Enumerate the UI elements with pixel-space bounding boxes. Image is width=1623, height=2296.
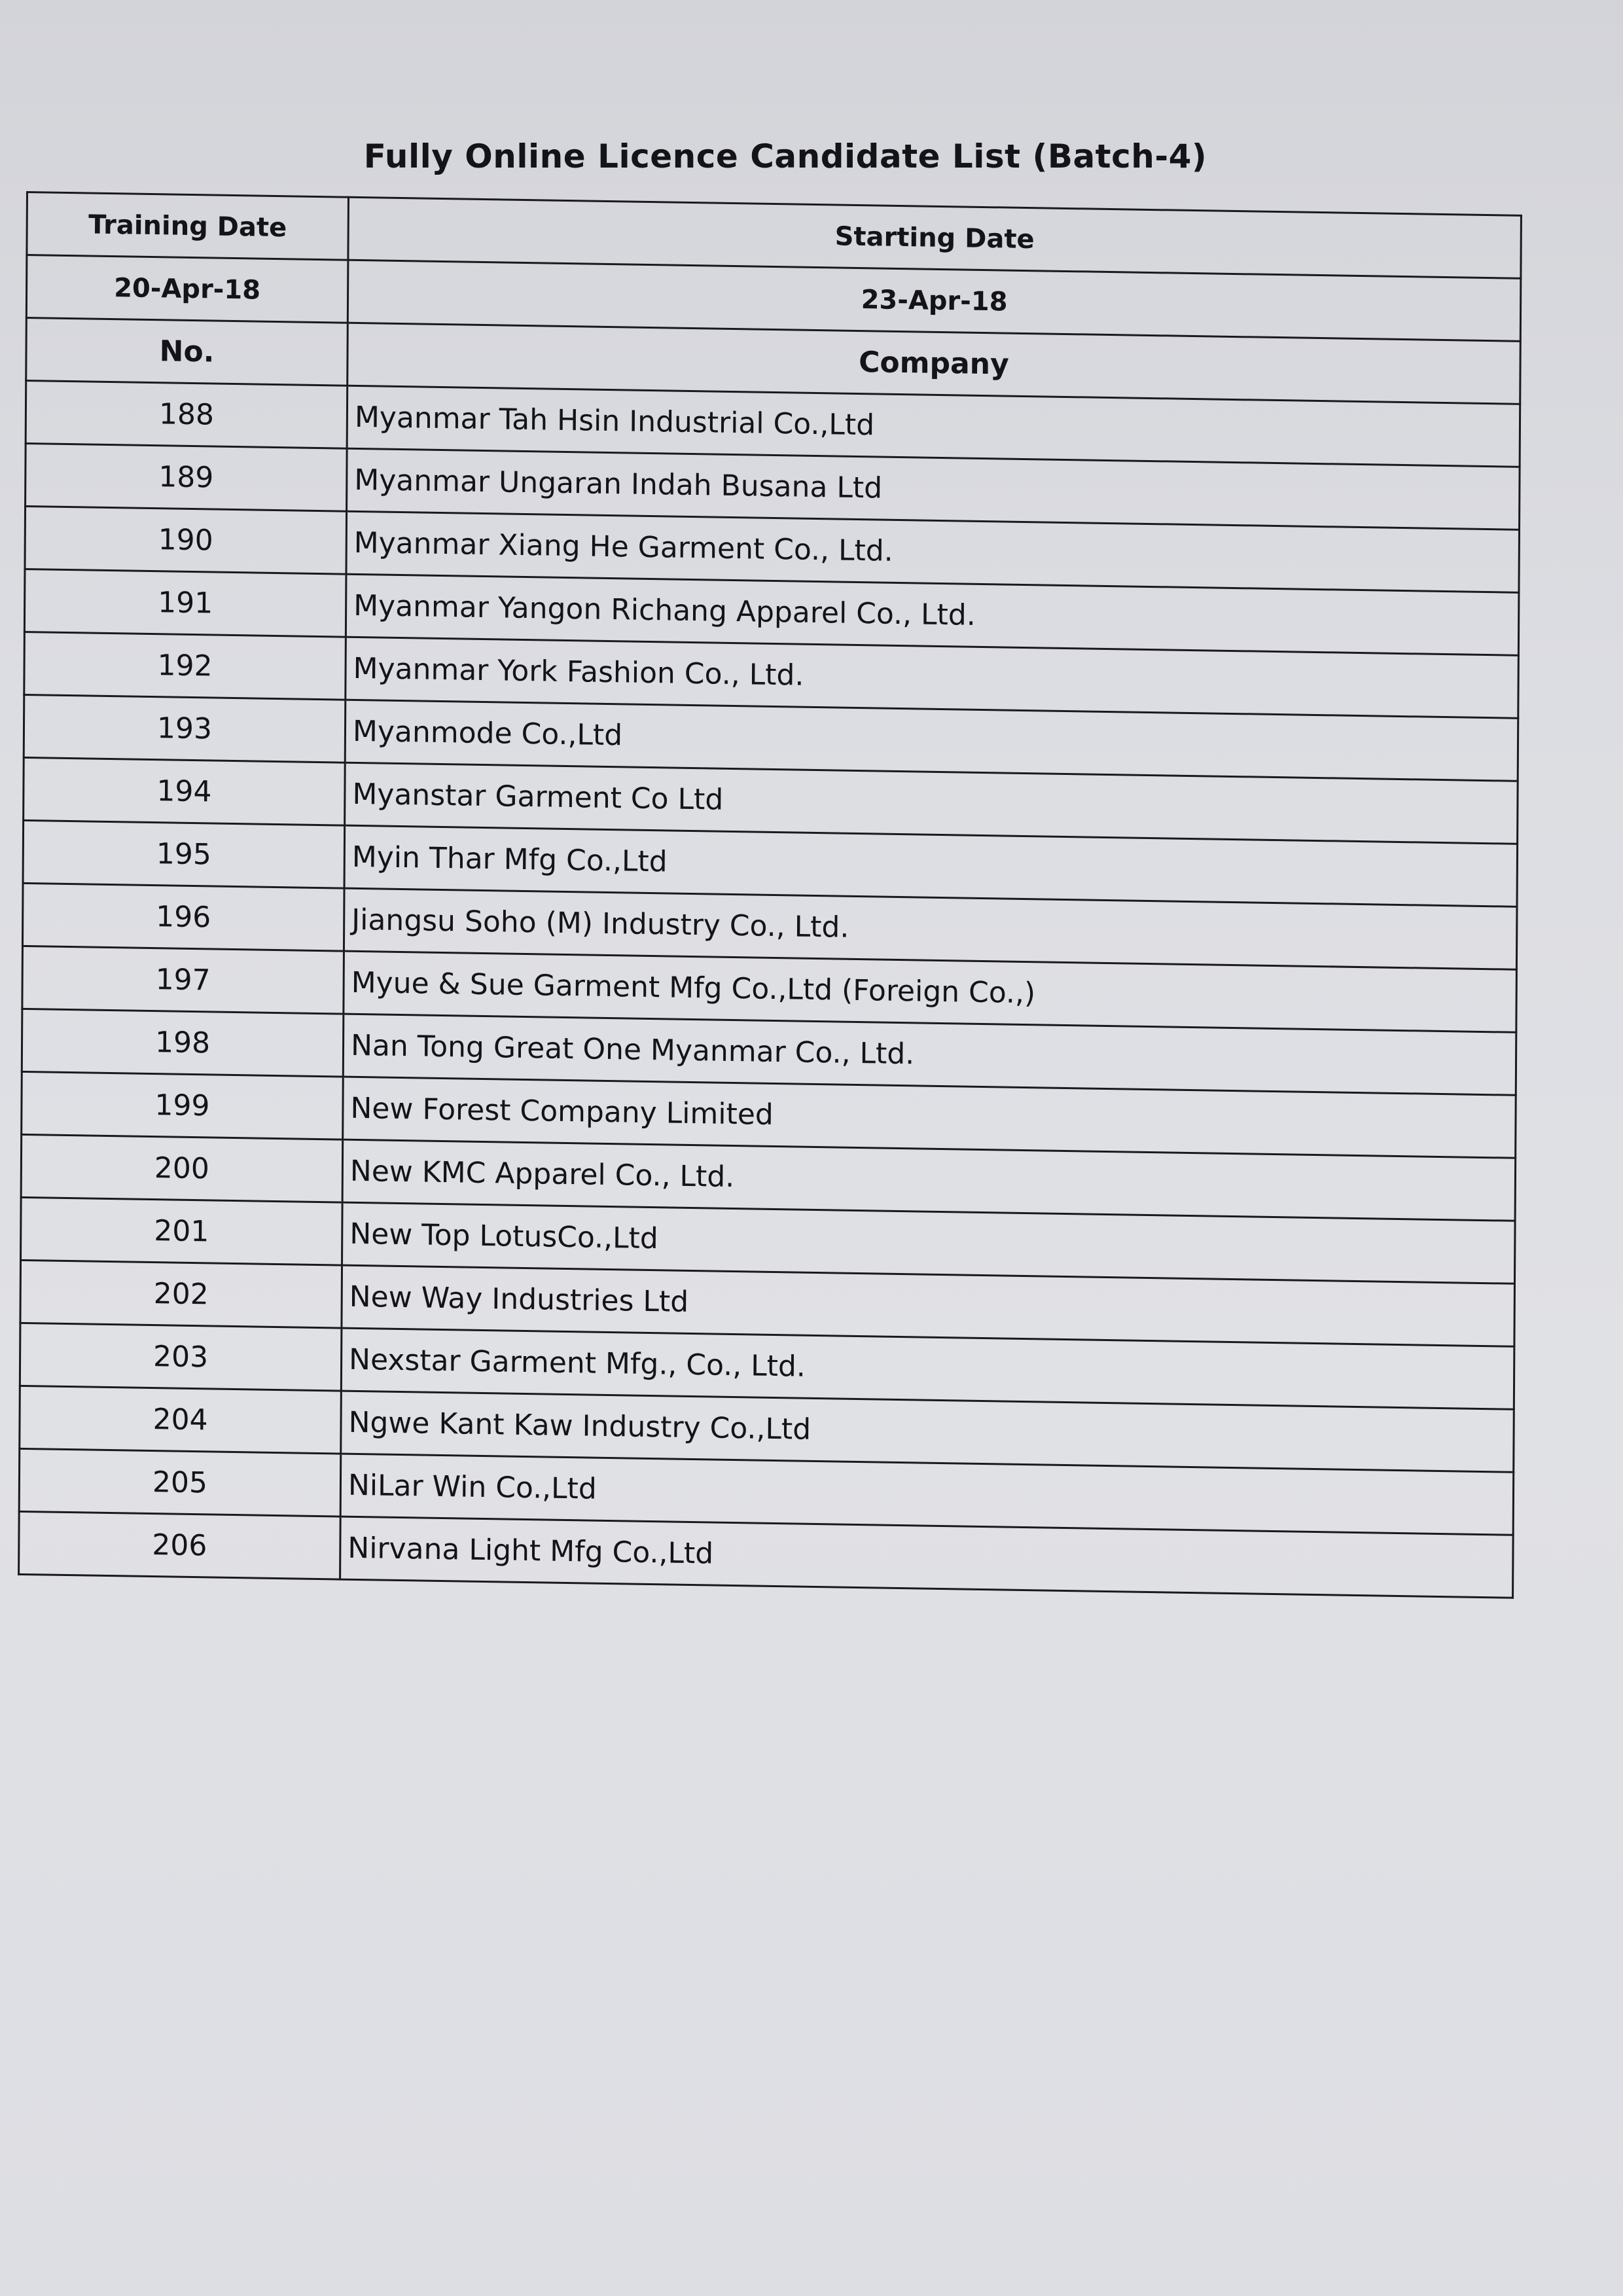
training-date-label: Training Date — [27, 192, 349, 260]
candidate-table-container — [18, 191, 1522, 1599]
company-name: New Way Industries Ltd — [342, 1265, 1515, 1346]
row-number: 203 — [20, 1323, 342, 1391]
company-name: Myanmar Tah Hsin Industrial Co.,Ltd — [347, 386, 1520, 467]
company-name: Myue & Sue Garment Mfg Co.,Ltd (Foreign Co.,) — [344, 951, 1517, 1032]
row-number: 202 — [20, 1260, 342, 1328]
row-number: 194 — [24, 757, 346, 825]
row-number: 205 — [19, 1448, 341, 1516]
no-column-header: No. — [26, 318, 348, 386]
row-number: 198 — [22, 1009, 344, 1077]
company-name: Myanmode Co.,Ltd — [345, 700, 1518, 781]
row-number: 192 — [24, 632, 346, 700]
row-number: 199 — [22, 1071, 344, 1139]
row-number: 197 — [22, 946, 344, 1014]
company-name: Nirvana Light Mfg Co.,Ltd — [340, 1516, 1514, 1598]
row-number: 201 — [21, 1197, 343, 1265]
company-name: Myanmar York Fashion Co., Ltd. — [346, 637, 1519, 718]
company-name: Nan Tong Great One Myanmar Co., Ltd. — [343, 1014, 1516, 1095]
company-name: New Top LotusCo.,Ltd — [342, 1202, 1516, 1283]
starting-date-label: Starting Date — [348, 197, 1522, 278]
training-date-value: 20-Apr-18 — [26, 255, 348, 323]
company-name: NiLar Win Co.,Ltd — [340, 1454, 1514, 1535]
row-number: 190 — [25, 506, 347, 574]
company-name: Myanstar Garment Co Ltd — [345, 762, 1518, 844]
row-number: 188 — [26, 381, 348, 449]
document-title: Fully Online Licence Candidate List (Batch-4) — [363, 137, 1207, 175]
starting-date-value: 23-Apr-18 — [348, 260, 1521, 341]
company-name: Nexstar Garment Mfg., Co., Ltd. — [341, 1328, 1514, 1409]
company-name: Myanmar Ungaran Indah Busana Ltd — [347, 448, 1520, 529]
row-number: 206 — [19, 1511, 341, 1579]
row-number: 189 — [26, 443, 348, 511]
company-name: New KMC Apparel Co., Ltd. — [342, 1139, 1516, 1221]
row-number: 196 — [22, 883, 344, 951]
row-number: 200 — [21, 1134, 343, 1202]
company-name: Myanmar Yangon Richang Apparel Co., Ltd. — [346, 574, 1519, 655]
row-number: 195 — [23, 820, 345, 888]
row-number: 191 — [24, 569, 346, 637]
row-number: 204 — [20, 1386, 342, 1454]
company-name: Jiangsu Soho (M) Industry Co., Ltd. — [344, 888, 1517, 969]
company-name: New Forest Company Limited — [343, 1077, 1516, 1158]
company-name: Myanmar Xiang He Garment Co., Ltd. — [346, 511, 1520, 592]
company-name: Ngwe Kant Kaw Industry Co.,Ltd — [341, 1391, 1514, 1472]
company-name: Myin Thar Mfg Co.,Ltd — [344, 825, 1518, 906]
candidate-table — [18, 191, 1522, 1599]
row-number: 193 — [24, 694, 346, 762]
company-column-header: Company — [348, 323, 1521, 404]
